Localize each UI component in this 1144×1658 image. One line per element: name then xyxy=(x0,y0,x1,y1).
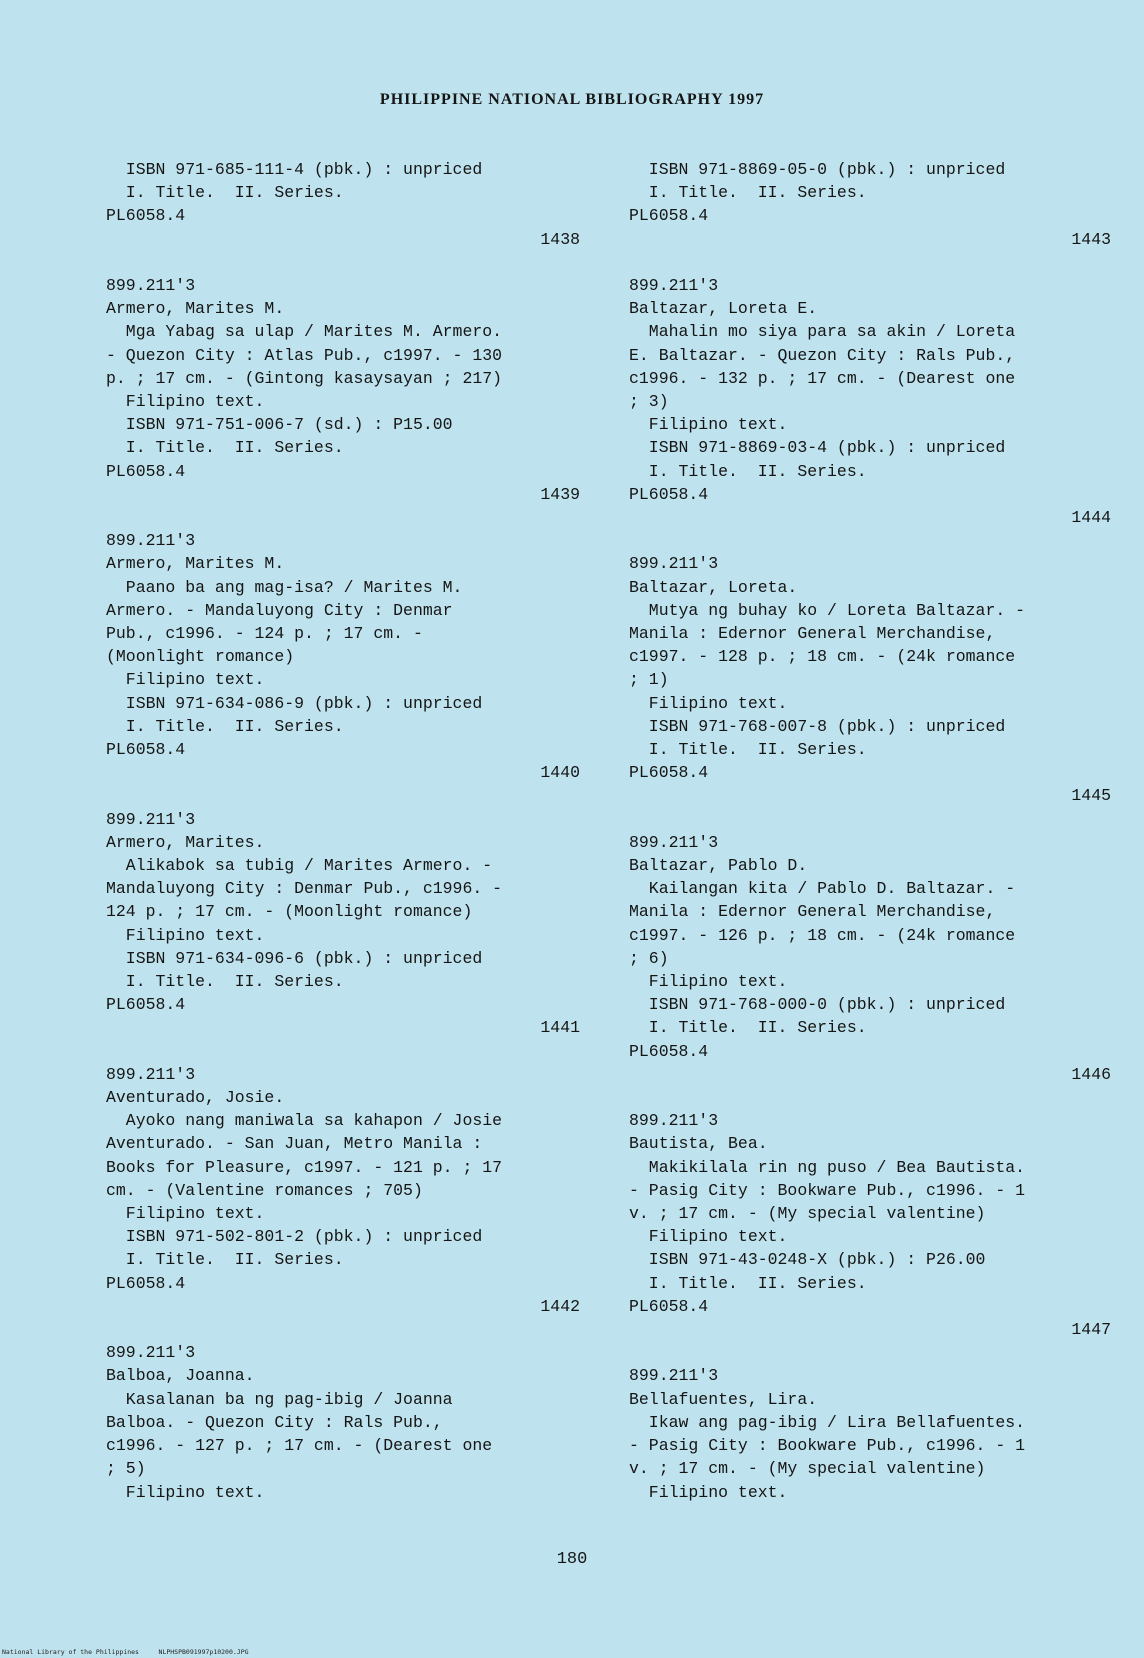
blank-line xyxy=(106,251,580,274)
entry-line: I. Title. II. Series. xyxy=(106,972,344,992)
entry-line: 124 p. ; 17 cm. - (Moonlight romance) xyxy=(106,902,473,922)
entry-number: 1447 xyxy=(1071,1320,1111,1340)
entry-line: PL6058.4 xyxy=(629,206,709,226)
entry-line: PL6058.4 xyxy=(106,1273,186,1293)
entry-line: - Pasig City : Bookware Pub., c1996. - 1 xyxy=(629,1180,1026,1200)
entry-line: Baltazar, Loreta. xyxy=(629,577,798,597)
entry-line: I. Title. II. Series. xyxy=(106,716,344,736)
entry-line: I. Title. II. Series. xyxy=(629,183,867,203)
entry-line: 899.211'3 xyxy=(106,809,196,829)
entry-line: ISBN 971-8869-03-4 (pbk.) : unpriced xyxy=(629,438,1006,458)
entry-line: Kailangan kita / Pablo D. Baltazar. - xyxy=(629,879,1016,899)
entry-line: 899.211'3 xyxy=(629,276,719,295)
entry-line: v. ; 17 cm. - (My special valentine) xyxy=(629,1204,986,1224)
entry-number: 1442 xyxy=(540,1296,580,1316)
left-column xyxy=(106,158,580,1504)
entry-line: Armero, Marites. xyxy=(106,832,265,852)
entry-line: E. Baltazar. - Quezon City : Rals Pub., xyxy=(629,345,1016,365)
entry-number: 1439 xyxy=(540,484,580,504)
entry-line: PL6058.4 xyxy=(629,484,709,504)
entry-line: I. Title. II. Series. xyxy=(629,740,867,760)
entry-line: Armero. - Mandaluyong City : Denmar xyxy=(106,600,453,620)
entry-line: Filipino text. xyxy=(629,972,788,992)
blank-line xyxy=(629,251,1111,274)
entry-line: Baltazar, Loreta E. xyxy=(629,299,818,319)
entry-line: v. ; 17 cm. - (My special valentine) xyxy=(629,1459,986,1479)
entry-line: ; 6) xyxy=(629,948,669,968)
entry-line: 899.211'3 xyxy=(629,1111,719,1131)
entry-line: - Pasig City : Bookware Pub., c1996. - 1 xyxy=(629,1436,1026,1456)
entry-line: ; 1) xyxy=(629,670,669,690)
entry-line: 899.211'3 xyxy=(629,832,719,852)
entry-line: p. ; 17 cm. - (Gintong kasaysayan ; 217) xyxy=(106,368,503,388)
entry-line: c1997. - 128 p. ; 18 cm. - (24k romance xyxy=(629,647,1016,667)
entry-line: I. Title. II. Series. xyxy=(106,1250,344,1270)
entry-line: I. Title. II. Series. xyxy=(629,461,867,481)
entry-line: Mahalin mo siya para sa akin / Loreta xyxy=(629,322,1016,342)
entry-line: Books for Pleasure, c1997. - 121 p. ; 17 xyxy=(106,1157,503,1177)
blank-line xyxy=(629,529,1111,552)
entry-line: Armero, Marites M. xyxy=(106,299,285,319)
entry-line: Balboa, Joanna. xyxy=(106,1366,255,1386)
entry-number: 1441 xyxy=(540,1018,580,1038)
entry-line: PL6058.4 xyxy=(106,995,186,1015)
entry-line: Mandaluyong City : Denmar Pub., c1996. - xyxy=(106,879,503,899)
entry-line: Filipino text. xyxy=(106,670,265,690)
entry-line: Ikaw ang pag-ibig / Lira Bellafuentes. xyxy=(629,1412,1026,1432)
entry-line: Makikilala rin ng puso / Bea Bautista. xyxy=(629,1157,1026,1177)
scan-footer: National Library of the Philippines NLPHSPB091997p10200.JPG xyxy=(2,1648,249,1656)
entry-line: Mutya ng buhay ko / Loreta Baltazar. - xyxy=(629,600,1026,620)
entry-line: ISBN 971-685-111-4 (pbk.) : unpriced xyxy=(106,160,483,179)
entry-line: 899.211'3 xyxy=(106,1064,196,1084)
blank-line xyxy=(106,784,580,807)
entry-line: ISBN 971-751-006-7 (sd.) : P15.00 xyxy=(106,415,453,435)
blank-line xyxy=(106,1318,580,1341)
entry-line: Filipino text. xyxy=(629,1482,788,1502)
entry-line: Paano ba ang mag-isa? / Marites M. xyxy=(106,577,463,597)
entry-line: ISBN 971-634-086-9 (pbk.) : unpriced xyxy=(106,693,483,713)
blank-line xyxy=(106,1040,580,1063)
entry-line: Kasalanan ba ng pag-ibig / Joanna xyxy=(106,1389,453,1409)
blank-line xyxy=(629,1086,1111,1109)
entry-line: c1996. - 132 p. ; 17 cm. - (Dearest one xyxy=(629,368,1016,388)
entry-number: 1443 xyxy=(1071,229,1111,249)
entry-line: Filipino text. xyxy=(106,1482,265,1502)
entry-line: ISBN 971-8869-05-0 (pbk.) : unpriced xyxy=(629,160,1006,179)
entry-line: Pub., c1996. - 124 p. ; 17 cm. - xyxy=(106,624,423,644)
entry-line: Filipino text. xyxy=(629,1227,788,1247)
entry-line: PL6058.4 xyxy=(106,461,186,481)
entry-line: 899.211'3 xyxy=(106,1343,196,1363)
entry-number: 1445 xyxy=(1071,786,1111,806)
entry-line: I. Title. II. Series. xyxy=(629,1018,867,1038)
entry-line: Filipino text. xyxy=(106,1204,265,1224)
entry-line: I. Title. II. Series. xyxy=(629,1273,867,1293)
entry-line: Alikabok sa tubig / Marites Armero. - xyxy=(106,856,493,876)
entry-line: ISBN 971-502-801-2 (pbk.) : unpriced xyxy=(106,1227,483,1247)
entry-line: PL6058.4 xyxy=(629,1296,709,1316)
entry-line: Aventurado, Josie. xyxy=(106,1088,285,1108)
blank-line xyxy=(629,808,1111,831)
entry-line: Filipino text. xyxy=(629,415,788,435)
entry-line: PL6058.4 xyxy=(106,206,186,226)
entry-number: 1438 xyxy=(540,229,580,249)
entry-line: I. Title. II. Series. xyxy=(106,183,344,203)
entry-line: ISBN 971-43-0248-X (pbk.) : P26.00 xyxy=(629,1250,986,1270)
entry-line: 899.211'3 xyxy=(629,1366,719,1386)
entry-line: Manila : Edernor General Merchandise, xyxy=(629,624,996,644)
entry-line: Aventurado. - San Juan, Metro Manila : xyxy=(106,1134,483,1154)
entry-line: Balboa. - Quezon City : Rals Pub., xyxy=(106,1412,443,1432)
entry-line: PL6058.4 xyxy=(629,763,709,783)
entry-line: Mga Yabag sa ulap / Marites M. Armero. xyxy=(106,322,503,342)
entry-number: 1440 xyxy=(540,763,580,783)
entry-line: Bellafuentes, Lira. xyxy=(629,1389,818,1409)
entry-line: Manila : Edernor General Merchandise, xyxy=(629,902,996,922)
blank-line xyxy=(629,1341,1111,1364)
entry-line: 899.211'3 xyxy=(106,531,196,551)
entry-line: 899.211'3 xyxy=(629,554,719,574)
entry-line: PL6058.4 xyxy=(106,740,186,760)
entry-line: - Quezon City : Atlas Pub., c1997. - 130 xyxy=(106,345,503,365)
entry-number: 1444 xyxy=(1071,508,1111,528)
entry-line: Armero, Marites M. xyxy=(106,554,285,574)
entry-line: ISBN 971-634-096-6 (pbk.) : unpriced xyxy=(106,948,483,968)
entry-line: Baltazar, Pablo D. xyxy=(629,856,808,876)
blank-line xyxy=(106,506,580,529)
right-column xyxy=(629,158,1111,1504)
entry-line: I. Title. II. Series. xyxy=(106,438,344,458)
entry-line: (Moonlight romance) xyxy=(106,647,295,667)
entry-line: ISBN 971-768-000-0 (pbk.) : unpriced xyxy=(629,995,1006,1015)
entry-line: Filipino text. xyxy=(106,392,265,412)
entry-line: c1997. - 126 p. ; 18 cm. - (24k romance xyxy=(629,925,1016,945)
entry-line: ; 3) xyxy=(629,392,669,412)
entry-line: Filipino text. xyxy=(629,693,788,713)
entry-line: PL6058.4 xyxy=(629,1041,709,1061)
entry-line: ISBN 971-768-007-8 (pbk.) : unpriced xyxy=(629,716,1006,736)
entry-line: ; 5) xyxy=(106,1459,146,1479)
entry-line: 899.211'3 xyxy=(106,276,196,295)
entry-line: cm. - (Valentine romances ; 705) xyxy=(106,1180,423,1200)
entry-line: Filipino text. xyxy=(106,925,265,945)
page-number: 180 xyxy=(556,1550,588,1569)
entry-line: Ayoko nang maniwala sa kahapon / Josie xyxy=(106,1111,503,1131)
page-header: PHILIPPINE NATIONAL BIBLIOGRAPHY 1997 xyxy=(379,91,765,108)
entry-number: 1446 xyxy=(1071,1064,1111,1084)
entry-line: Bautista, Bea. xyxy=(629,1134,768,1154)
entry-line: c1996. - 127 p. ; 17 cm. - (Dearest one xyxy=(106,1436,493,1456)
